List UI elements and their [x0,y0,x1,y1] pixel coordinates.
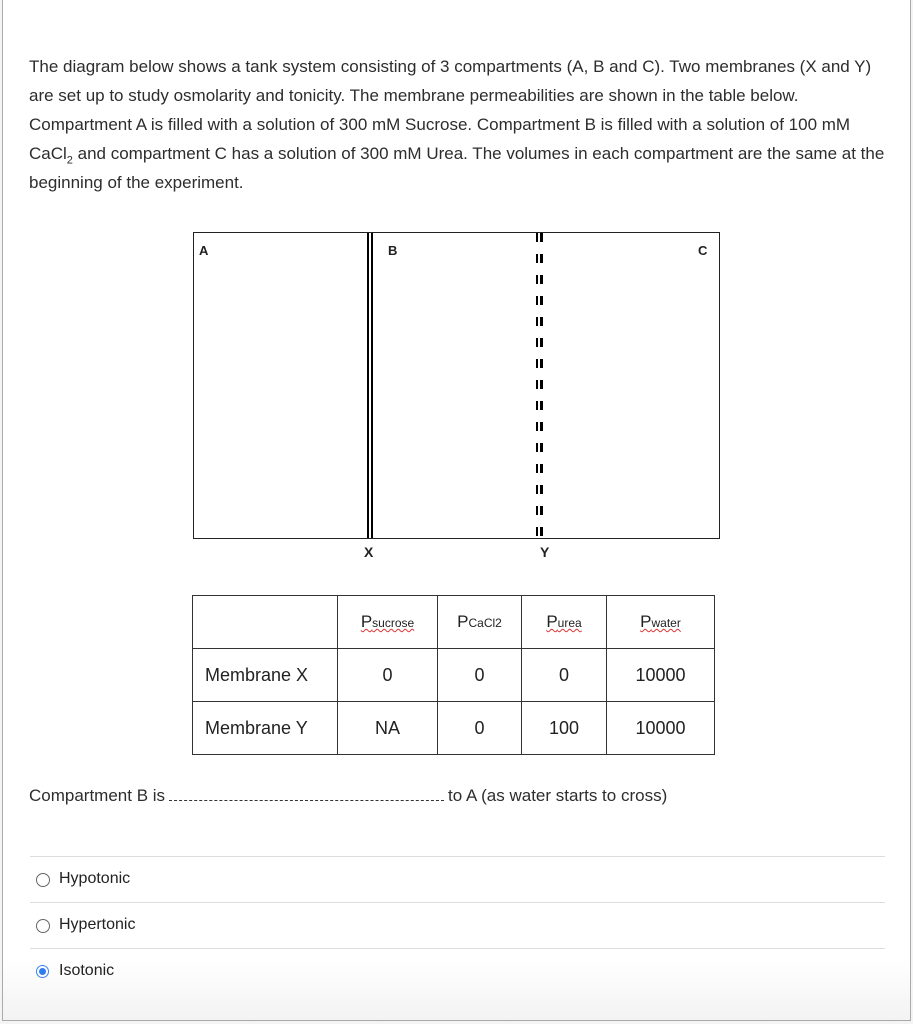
fill-in-prompt [29,786,667,806]
compartment-c-label: C [698,243,708,258]
table-corner [193,596,338,649]
p-subscript: water [651,616,681,630]
option-isotonic[interactable] [30,948,885,995]
table-header-row [193,596,715,649]
p-symbol: P [546,612,558,631]
membrane-x [367,233,373,538]
table-cell: 0 [438,649,522,702]
table-cell: 10000 [607,702,715,755]
question-text-part1: The diagram below shows a tank system consisting of 3 compartments (A, B and C). Two membranes (X and Y) are set up to study osmolarity and tonicity. The membrane permeabilities are shown in the table below. Compartment A is filled with a solution of 300 mM Sucrose. Compartment B is filled with a solution of 100 mM CaCl [29,57,872,163]
tank-diagram [193,232,720,539]
header-p-water [607,596,715,649]
answer-blank [169,786,444,801]
question-text-part2: and compartment C has a solution of 300 mM Urea. The volumes in each compartment are the same at the beginning of the experiment. [29,144,885,192]
membrane-y-label: Y [540,544,550,560]
table-row [193,649,715,702]
table-cell: 10000 [607,649,715,702]
row-label: Membrane X [193,649,338,702]
p-symbol: P [640,612,652,631]
table-cell: NA [338,702,438,755]
p-symbol: P [457,612,469,631]
prompt-after: to A (as water starts to cross) [448,786,668,805]
table-cell: 0 [522,649,607,702]
radio-button[interactable] [36,873,50,887]
header-p-cacl2 [438,596,522,649]
option-hypertonic[interactable] [30,902,885,949]
header-p-sucrose [338,596,438,649]
option-label: Hypertonic [59,916,136,933]
prompt-before: Compartment B is [29,786,166,805]
row-label: Membrane Y [193,702,338,755]
radio-button-selected[interactable] [36,965,49,978]
table-cell: 0 [438,702,522,755]
compartment-b-label: B [388,243,398,258]
table-row [193,702,715,755]
question-text [29,52,889,197]
radio-button[interactable] [36,919,50,933]
table-cell: 100 [522,702,607,755]
table-cell: 0 [338,649,438,702]
option-label: Isotonic [59,962,115,979]
permeability-table [192,595,715,755]
membrane-x-label: X [364,544,374,560]
header-p-urea [522,596,607,649]
p-subscript: urea [557,616,582,630]
p-subscript: CaCl2 [468,616,502,630]
subscript: 2 [66,154,73,167]
compartment-a-label: A [199,243,209,258]
membrane-y [536,233,543,538]
option-hypotonic[interactable] [30,856,885,903]
p-subscript: sucrose [372,616,415,630]
p-symbol: P [360,612,373,631]
option-label: Hypotonic [59,870,131,887]
